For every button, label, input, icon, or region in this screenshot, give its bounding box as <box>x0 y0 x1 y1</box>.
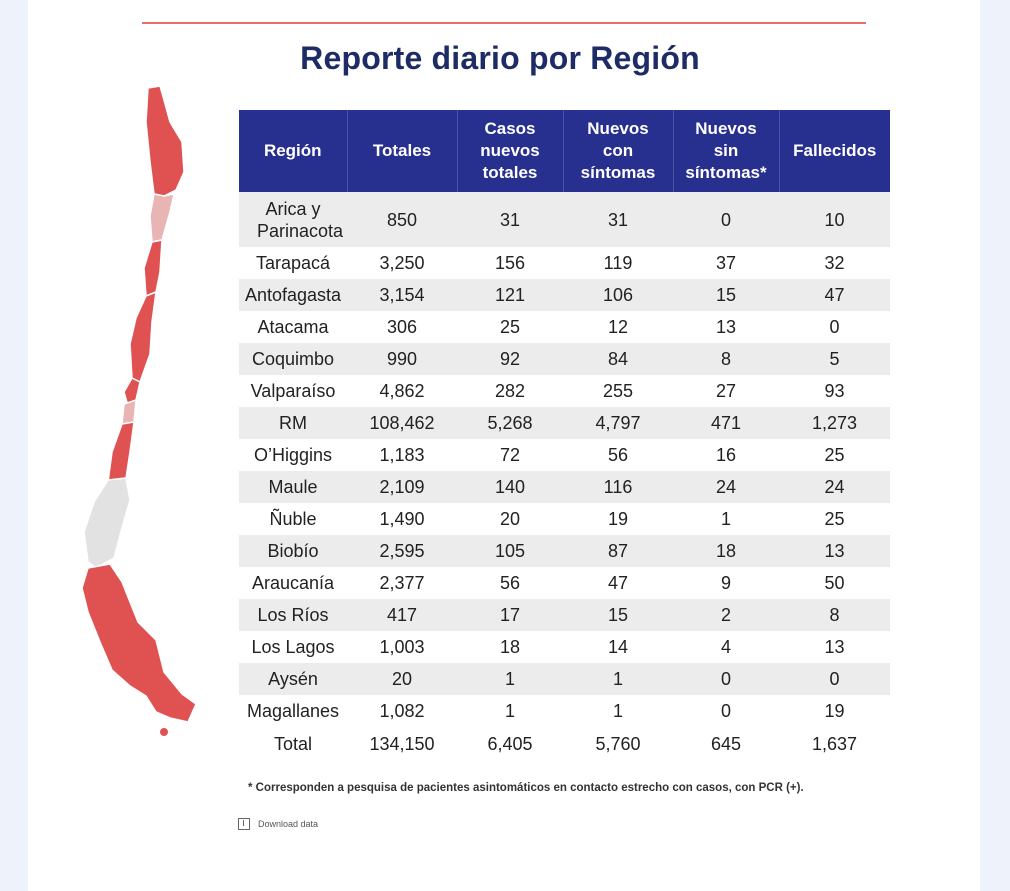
column-header-text: nuevos <box>480 141 540 160</box>
value-cell: 140 <box>457 471 563 503</box>
region-name-cell: Araucanía <box>239 567 347 599</box>
value-cell: 108,462 <box>347 407 457 439</box>
value-cell: 87 <box>563 535 673 567</box>
value-cell: 1,490 <box>347 503 457 535</box>
region-name-cell: Atacama <box>239 311 347 343</box>
value-cell: 84 <box>563 343 673 375</box>
table-total-row <box>239 727 890 760</box>
download-data-link[interactable] <box>238 818 318 830</box>
map-region-atacama <box>144 240 162 296</box>
region-name-cell: Ñuble <box>239 503 347 535</box>
map-region-rm <box>122 400 136 424</box>
value-cell: 105 <box>457 535 563 567</box>
table-row <box>239 535 890 567</box>
table-row <box>239 663 890 695</box>
table-row <box>239 695 890 727</box>
value-cell: 32 <box>779 247 890 279</box>
column-header <box>347 110 457 192</box>
region-name-cell: Los Ríos <box>239 599 347 631</box>
value-cell: 93 <box>779 375 890 407</box>
column-header <box>673 110 779 192</box>
column-header-text: totales <box>482 163 538 182</box>
value-cell: 72 <box>457 439 563 471</box>
value-cell: 2,377 <box>347 567 457 599</box>
page-margin-left <box>0 0 28 891</box>
column-header-text: Casos <box>484 119 536 138</box>
value-cell: 1,273 <box>779 407 890 439</box>
value-cell: 37 <box>673 247 779 279</box>
value-cell: 1 <box>457 663 563 695</box>
value-cell: 20 <box>457 503 563 535</box>
value-cell: 9 <box>673 567 779 599</box>
value-cell: 1 <box>673 503 779 535</box>
value-cell: 10 <box>779 192 890 247</box>
region-name-cell: Aysén <box>239 663 347 695</box>
value-cell: 8 <box>673 343 779 375</box>
value-cell: 25 <box>779 439 890 471</box>
column-header-text: síntomas* <box>685 163 767 182</box>
download-label: Download data <box>258 819 319 829</box>
value-cell: 1,183 <box>347 439 457 471</box>
region-report-table <box>239 110 890 760</box>
value-cell: 8 <box>779 599 890 631</box>
table-row <box>239 311 890 343</box>
value-cell: 31 <box>457 192 563 247</box>
column-header-text: Nuevos <box>587 119 649 138</box>
value-cell: 0 <box>779 663 890 695</box>
value-cell: 13 <box>779 631 890 663</box>
map-region-antofagasta <box>150 194 174 242</box>
value-cell: 255 <box>563 375 673 407</box>
value-cell: 19 <box>779 695 890 727</box>
table-row <box>239 192 890 247</box>
value-cell: 47 <box>779 279 890 311</box>
region-name-cell: Valparaíso <box>239 375 347 407</box>
total-value-cell: 5,760 <box>563 727 673 760</box>
column-header-text: con <box>602 141 634 160</box>
value-cell: 471 <box>673 407 779 439</box>
column-header-text: Fallecidos <box>793 141 877 160</box>
value-cell: 850 <box>347 192 457 247</box>
table-row <box>239 567 890 599</box>
value-cell: 282 <box>457 375 563 407</box>
value-cell: 0 <box>673 695 779 727</box>
table-row <box>239 407 890 439</box>
value-cell: 18 <box>457 631 563 663</box>
region-name-cell: Biobío <box>239 535 347 567</box>
value-cell: 24 <box>779 471 890 503</box>
column-header <box>239 110 347 192</box>
value-cell: 2,595 <box>347 535 457 567</box>
top-divider <box>142 22 866 24</box>
total-value-cell: 645 <box>673 727 779 760</box>
table-row <box>239 599 890 631</box>
value-cell: 0 <box>673 192 779 247</box>
table-row <box>239 631 890 663</box>
column-header <box>779 110 890 192</box>
value-cell: 0 <box>779 311 890 343</box>
column-header-text: sin <box>713 141 739 160</box>
value-cell: 1 <box>563 695 673 727</box>
map-region-coquimbo <box>130 292 156 382</box>
page-title: Reporte diario por Región <box>300 40 700 76</box>
column-header-text: síntomas <box>580 163 656 182</box>
value-cell: 5 <box>779 343 890 375</box>
region-name-cell: Tarapacá <box>239 247 347 279</box>
value-cell: 4 <box>673 631 779 663</box>
region-name-cell: Los Lagos <box>239 631 347 663</box>
region-name-cell: RM <box>239 407 347 439</box>
value-cell: 20 <box>347 663 457 695</box>
region-name-cell: Coquimbo <box>239 343 347 375</box>
column-header-text: Nuevos <box>695 119 757 138</box>
value-cell: 4,862 <box>347 375 457 407</box>
value-cell: 12 <box>563 311 673 343</box>
value-cell: 1 <box>563 663 673 695</box>
total-value-cell: 1,637 <box>779 727 890 760</box>
value-cell: 3,154 <box>347 279 457 311</box>
value-cell: 417 <box>347 599 457 631</box>
column-header-text: Totales <box>372 141 432 160</box>
footnote: * Corresponden a pesquisa de pacientes asintomáticos en contacto estrecho con casos, con PCR (+). <box>248 782 804 794</box>
table-row <box>239 471 890 503</box>
value-cell: 50 <box>779 567 890 599</box>
value-cell: 990 <box>347 343 457 375</box>
value-cell: 31 <box>563 192 673 247</box>
value-cell: 0 <box>673 663 779 695</box>
value-cell: 1,003 <box>347 631 457 663</box>
value-cell: 116 <box>563 471 673 503</box>
value-cell: 25 <box>779 503 890 535</box>
download-icon <box>238 818 250 830</box>
value-cell: 5,268 <box>457 407 563 439</box>
table-row <box>239 279 890 311</box>
map-region-maule <box>108 422 134 482</box>
map-region-tarapaca <box>146 86 184 196</box>
value-cell: 119 <box>563 247 673 279</box>
table-row <box>239 375 890 407</box>
table-row <box>239 247 890 279</box>
region-name-cell: Maule <box>239 471 347 503</box>
value-cell: 27 <box>673 375 779 407</box>
table-header-row <box>239 110 890 192</box>
value-cell: 24 <box>673 471 779 503</box>
value-cell: 106 <box>563 279 673 311</box>
map-region-south <box>82 564 196 722</box>
value-cell: 1 <box>457 695 563 727</box>
value-cell: 92 <box>457 343 563 375</box>
region-name-cell: Antofagasta <box>239 279 347 311</box>
value-cell: 13 <box>779 535 890 567</box>
table-row <box>239 439 890 471</box>
total-value-cell: 134,150 <box>347 727 457 760</box>
value-cell: 56 <box>563 439 673 471</box>
value-cell: 47 <box>563 567 673 599</box>
map-region-south-central <box>84 478 130 568</box>
region-name-cell: Magallanes <box>239 695 347 727</box>
column-header-text: Región <box>263 141 322 160</box>
value-cell: 306 <box>347 311 457 343</box>
value-cell: 25 <box>457 311 563 343</box>
value-cell: 121 <box>457 279 563 311</box>
column-header <box>457 110 563 192</box>
value-cell: 19 <box>563 503 673 535</box>
value-cell: 156 <box>457 247 563 279</box>
value-cell: 14 <box>563 631 673 663</box>
table-row <box>239 343 890 375</box>
value-cell: 13 <box>673 311 779 343</box>
value-cell: 2,109 <box>347 471 457 503</box>
chile-region-map <box>60 82 210 742</box>
value-cell: 1,082 <box>347 695 457 727</box>
region-name-cell: O’Higgins <box>239 439 347 471</box>
page-margin-right <box>980 0 1010 891</box>
column-header <box>563 110 673 192</box>
value-cell: 2 <box>673 599 779 631</box>
value-cell: 15 <box>673 279 779 311</box>
total-value-cell: 6,405 <box>457 727 563 760</box>
value-cell: 18 <box>673 535 779 567</box>
value-cell: 3,250 <box>347 247 457 279</box>
region-name-cell: Arica y Parinacota <box>239 192 347 247</box>
value-cell: 4,797 <box>563 407 673 439</box>
value-cell: 15 <box>563 599 673 631</box>
value-cell: 17 <box>457 599 563 631</box>
total-label-cell: Total <box>239 727 347 760</box>
value-cell: 16 <box>673 439 779 471</box>
table-row <box>239 503 890 535</box>
value-cell: 56 <box>457 567 563 599</box>
